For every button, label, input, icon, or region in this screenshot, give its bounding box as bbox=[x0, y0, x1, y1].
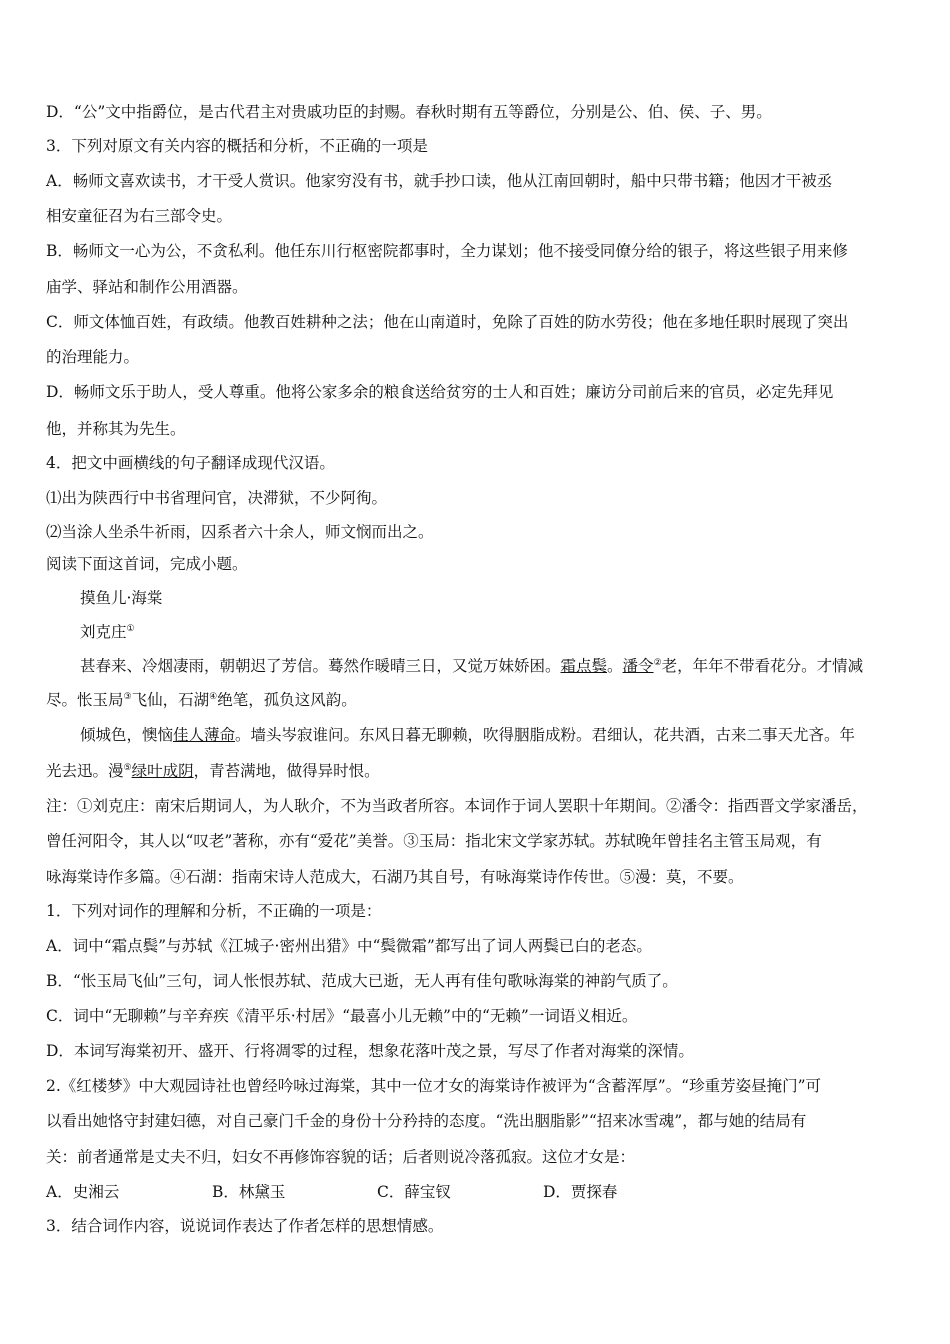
prev-q3-option-d-line1: D．畅师文乐于助人，受人尊重。他将公家多余的粮食送给贫穷的士人和百姓；廉访分司前后来的官员，必定先拜见 bbox=[46, 383, 834, 401]
notes-line3: 咏海棠诗作多篇。④石湖：指南宋诗人范成大，石湖乃其自号，有咏海棠诗作传世。⑤漫：莫，不要。 bbox=[46, 868, 744, 886]
prev-q3-option-c-line1: C．师文体恤百姓，有政绩。他教百姓耕种之法；他在山南道时，免除了百姓的防水劳役；他在多地任职时展现了突出 bbox=[46, 313, 849, 331]
underlined-phrase: 绿叶成阴 bbox=[131, 762, 194, 780]
q2-option-a: A．史湘云 bbox=[46, 1183, 120, 1201]
prev-q3-stem: 3．下列对原文有关内容的概括和分析，不正确的一项是 bbox=[46, 137, 428, 155]
notes-line1: 注：①刘克庄：南宋后期词人，为人耿介，不为当政者所容。本词作于词人罢职十年期间。②潘令：指西晋文学家潘岳， bbox=[46, 797, 868, 815]
notes-line2: 曾任河阳令，其人以“叹老”著称，亦有“爱花”美誉。③玉局：指北宋文学家苏轼。苏轼晚年曾挂名主管玉局观，有 bbox=[46, 832, 822, 850]
prev-q3-option-b-line1: B．畅师文一心为公，不贪私利。他任东川行枢密院都事时，全力谋划；他不接受同僚分给的银子，将这些银子用来修 bbox=[46, 242, 848, 260]
stanza1-text: 绝笔，孤负这风韵。 bbox=[217, 691, 357, 709]
poem-title: 摸鱼儿·海棠 bbox=[80, 589, 163, 607]
poem-stanza1-line1 bbox=[80, 655, 863, 677]
stanza1-text: 甚春来、冷烟凄雨，朝朝迟了芳信。蓦然作暖晴三日，又觉万妹娇困。 bbox=[80, 657, 561, 675]
q1-option-d: D．本词写海棠初开、盛开、行将凋零的过程，想象花落叶茂之景，写尽了作者对海棠的深情。 bbox=[46, 1042, 694, 1060]
stanza1-text: 飞仙，石湖 bbox=[131, 691, 210, 709]
underlined-phrase: 霜点鬓 bbox=[560, 657, 608, 675]
note-marker-1: ① bbox=[126, 623, 135, 634]
prev-q3-option-d-line2: 他，并称其为先生。 bbox=[46, 420, 186, 438]
prev-q2-option-d: D．“公”文中指爵位，是古代君主对贵戚功臣的封赐。春秋时期有五等爵位，分别是公、伯、侯、子、男。 bbox=[46, 103, 772, 121]
q1-stem: 1．下列对词作的理解和分析，不正确的一项是： bbox=[46, 902, 382, 920]
q2-stem-line1: 2.《红楼梦》中大观园诗社也曾经吟咏过海棠，其中一位才女的海棠诗作被评为“含蓄浑厚”。“珍重芳姿昼掩门”可 bbox=[46, 1077, 821, 1095]
q2-stem-line2: 以看出她恪守封建妇德，对自己豪门千金的身份十分矜持的态度。“洗出胭脂影”“招来冰雪魂”，都与她的结局有 bbox=[46, 1112, 807, 1130]
note-marker-5: ⑤ bbox=[123, 762, 132, 773]
poem-stanza2-line2 bbox=[46, 760, 380, 782]
prev-q3-option-a-line2: 相安童征召为右三部令史。 bbox=[46, 207, 233, 225]
prev-q4-sentence-1: ⑴出为陕西行中书省理问官，决滞狱，不少阿徇。 bbox=[46, 489, 388, 507]
stanza1-punct: 。 bbox=[607, 657, 623, 675]
underlined-phrase: 潘令 bbox=[622, 657, 654, 675]
prev-q3-option-b-line2: 庙学、驿站和制作公用酒器。 bbox=[46, 278, 248, 296]
poem-author bbox=[80, 621, 135, 643]
q1-option-c: C．词中“无聊赖”与辛弃疾《清平乐·村居》“最喜小儿无赖”中的“无赖”一词语义相近。 bbox=[46, 1007, 638, 1025]
q1-option-b: B．“怅玉局飞仙”三句，词人怅恨苏轼、范成大已逝，无人再有佳句歌咏海棠的神韵气质了。 bbox=[46, 972, 678, 990]
note-marker-3: ③ bbox=[123, 691, 132, 702]
prev-q3-option-a-line1: A．畅师文喜欢读书，才干受人赏识。他家穷没有书，就手抄口读，他从江南回朝时，船中只带书籍；他因才干被丞 bbox=[46, 172, 833, 190]
poem-intro: 阅读下面这首词，完成小题。 bbox=[46, 555, 248, 573]
poem-stanza1-line2 bbox=[46, 689, 357, 711]
prev-q4-stem: 4．把文中画横线的句子翻译成现代汉语。 bbox=[46, 454, 335, 472]
q1-option-a: A．词中“霜点鬓”与苏轼《江城子·密州出猎》中“鬓微霜”都写出了词人两鬓已白的老态。 bbox=[46, 937, 652, 955]
q2-option-d: D．贾探春 bbox=[543, 1183, 618, 1201]
stanza2-text: 倾城色，懊恼 bbox=[80, 726, 174, 744]
note-marker-2: ② bbox=[653, 657, 662, 668]
stanza2-text: ，青苔满地，做得异时恨。 bbox=[193, 762, 380, 780]
stanza2-text: 。墙头岑寂谁问。东风日暮无聊赖，吹得胭脂成粉。君细认，花共酒，古来二事天尤吝。年 bbox=[235, 726, 856, 744]
q2-option-c: C．薛宝钗 bbox=[377, 1183, 451, 1201]
poem-stanza2-line1 bbox=[80, 724, 855, 746]
author-name: 刘克庄 bbox=[80, 623, 127, 641]
stanza2-text: 光去迅。漫 bbox=[46, 762, 124, 780]
prev-q3-option-c-line2: 的治理能力。 bbox=[46, 348, 140, 366]
underlined-phrase: 佳人薄命 bbox=[173, 726, 236, 744]
q3-stem: 3．结合词作内容，说说词作表达了作者怎样的思想情感。 bbox=[46, 1217, 444, 1235]
stanza1-text: 尽。怅玉局 bbox=[46, 691, 124, 709]
q2-option-b: B．林黛玉 bbox=[212, 1183, 286, 1201]
stanza1-text: 老，年年不带看花分。才情减 bbox=[661, 657, 864, 675]
q2-stem-line3: 关：前者通常是丈夫不归，妇女不再修饰容貌的话；后者则说冷落孤寂。这位才女是： bbox=[46, 1148, 636, 1166]
prev-q4-sentence-2: ⑵当涂人坐杀牛祈雨，囚系者六十余人，师文悯而出之。 bbox=[46, 523, 434, 541]
note-marker-4: ④ bbox=[209, 691, 218, 702]
